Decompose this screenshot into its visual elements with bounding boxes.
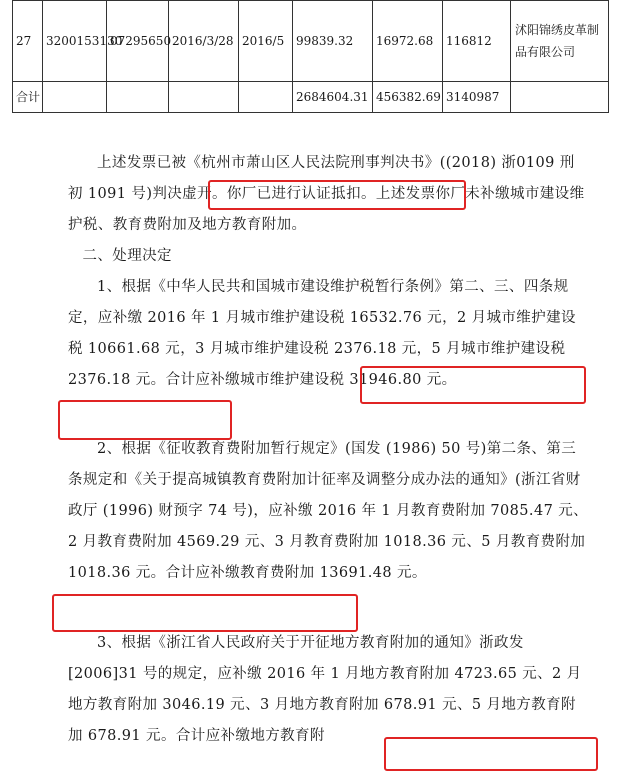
table-cell: 99839.32 — [293, 1, 373, 82]
table-cell — [107, 82, 169, 113]
table-cell — [169, 82, 239, 113]
table-cell: 2016/3/28 — [169, 1, 239, 82]
table-cell — [43, 82, 107, 113]
section-heading-decision: 二、处理决定 — [82, 248, 172, 264]
table-cell: 16972.68 — [373, 1, 443, 82]
table-cell: 07295650 — [107, 1, 169, 82]
table-cell: 27 — [13, 1, 43, 82]
paragraph-education-surcharge: 2、根据《征收教育费附加暂行规定》(国发 (1986) 50 号)第二条、第三条规定和《关于提高城镇教育费附加计征率及调整分成办法的通知》(浙江省财政厅 (1996) 财预字 74 号)，应补缴 2016 年 1 月教育费附加 7085.47 元、2 月教育费附加 4569.29 元、3 月教育费附加 1018.36 元、5 月教育费附加 1018.36 元。合计应补缴教育费附加 13691.48 元。 — [68, 441, 589, 581]
table-cell-company: 沭阳锦绣皮革制品有限公司 — [511, 1, 609, 82]
invoice-table — [12, 0, 609, 113]
table-cell: 456382.69 — [373, 82, 443, 113]
table-cell — [239, 82, 293, 113]
highlight-box — [52, 594, 358, 632]
paragraph-urban-tax: 1、根据《中华人民共和国城市建设维护税暂行条例》第二、三、四条规定，应补缴 2016 年 1 月城市维护建设税 16532.76 元，2 月城市维护建设税 10661.68 元，3 月城市维护建设税 2376.18 元，5 月城市维护建设税 2376.18 元。合计应补缴城市维护建设税 31946.80 元。 — [68, 279, 576, 388]
table-cell — [511, 82, 609, 113]
table-row — [13, 1, 609, 82]
paragraph-local-education-surcharge: 3、根据《浙江省人民政府关于开征地方教育附加的通知》浙政发[2006]31 号的规定，应补缴 2016 年 1 月地方教育附加 4723.65 元、2 月地方教育附加 3046.19 元、3 月地方教育附加 678.91 元、5 月地方教育附加 678.91 元。合计应补缴地方教育附 — [68, 635, 582, 744]
table-cell: 3140987 — [443, 82, 511, 113]
table-cell: 116812 — [443, 1, 511, 82]
table-cell: 3200153130 — [43, 1, 107, 82]
table-cell: 2016/5 — [239, 1, 293, 82]
table-row-total — [13, 82, 609, 113]
table-cell: 2684604.31 — [293, 82, 373, 113]
table-cell: 合计 — [13, 82, 43, 113]
paragraph-invoice-status: 上述发票已被《杭州市萧山区人民法院刑事判决书》((2018) 浙0109 刑初 1091 号)判决虚开。你厂已进行认证抵扣。上述发票你厂未补缴城市建设维护税、教育费附加及地方教育附加。 — [68, 155, 585, 233]
